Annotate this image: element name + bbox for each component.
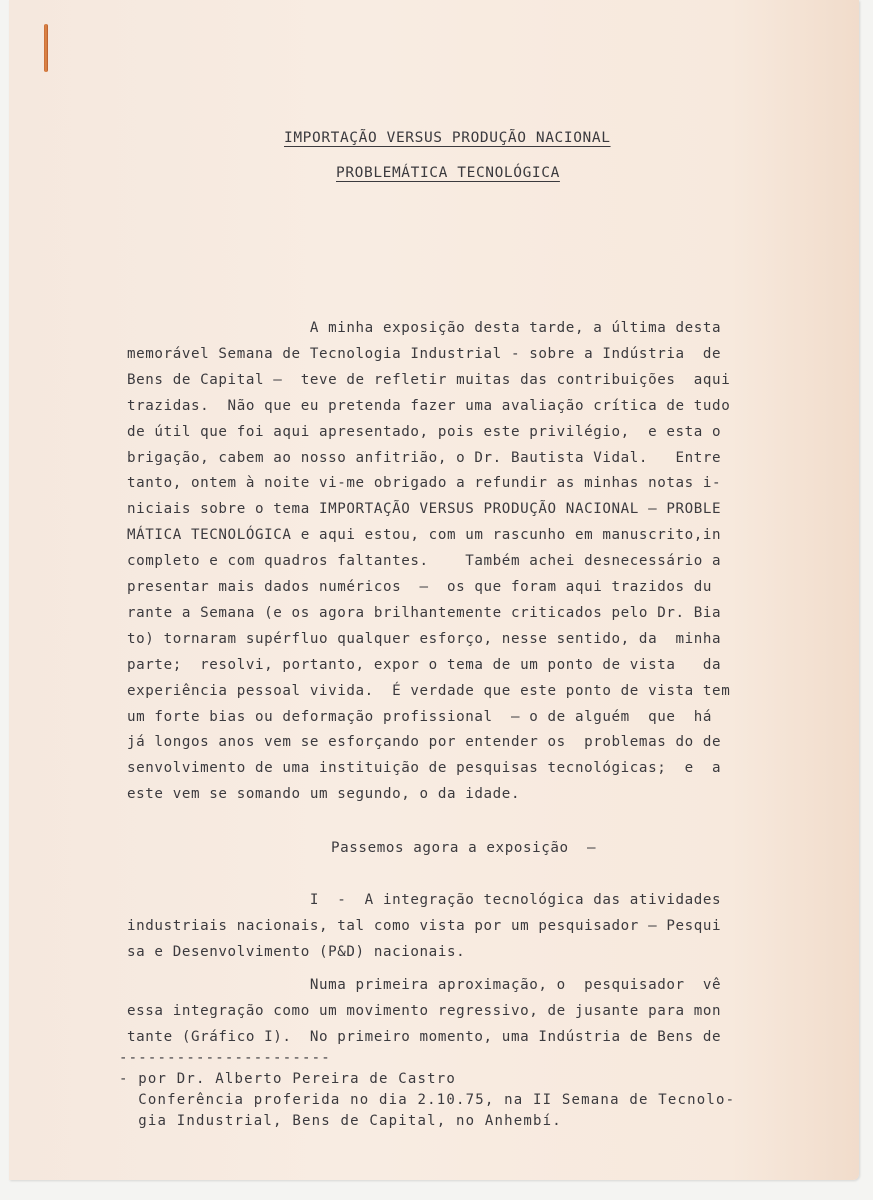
text-line: tante (Gráfico I). No primeiro momento, uma Indústria de Bens de xyxy=(127,1028,722,1045)
text-line: um forte bias ou deformação profissional — o de alguém que há xyxy=(127,708,713,725)
text-line: de útil que foi aqui apresentado, pois este privilégio, e esta o xyxy=(127,423,722,440)
text-line: industriais nacionais, tal como vista por um pesquisador — Pesqui xyxy=(127,917,722,934)
text-line: experiência pessoal vivida. É verdade que este ponto de vista tem xyxy=(127,682,731,699)
text-line: senvolvimento de uma instituição de pesquisas tecnológicas; e a xyxy=(127,760,722,777)
footnote-author: - por Dr. Alberto Pereira de Castro xyxy=(119,1071,457,1087)
text-line: completo e com quadros faltantes. Também achei desnecessário a xyxy=(127,553,722,570)
text-line: MÁTICA TECNOLÓGICA e aqui estou, com um rascunho em manuscrito,in xyxy=(127,527,722,544)
document-subtitle: PROBLEMÁTICA TECNOLÓGICA xyxy=(336,165,560,181)
document-title: IMPORTAÇÃO VERSUS PRODUÇÃO NACIONAL xyxy=(284,130,611,146)
footnote-separator: ---------------------- xyxy=(119,1050,331,1066)
footnote-venue: gia Industrial, Bens de Capital, no Anhembí. xyxy=(119,1113,562,1129)
text-line: brigação, cabem ao nosso anfitrião, o Dr. Bautista Vidal. Entre xyxy=(127,449,722,466)
text-line: trazidas. Não que eu pretenda fazer uma avaliação crítica de tudo xyxy=(127,397,731,414)
text-line: sa e Desenvolvimento (P&D) nacionais. xyxy=(127,943,466,960)
text-line: to) tornaram supérfluo qualquer esforço, nesse sentido, da minha xyxy=(127,630,722,647)
text-line: A minha exposição desta tarde, a última desta xyxy=(127,320,722,336)
staple-mark xyxy=(44,24,48,72)
text-line: essa integração como um movimento regressivo, de jusante para mon xyxy=(127,1002,722,1019)
text-line: Bens de Capital — teve de refletir muitas das contribuições aqui xyxy=(127,371,731,388)
footnote-conference: Conferência proferida no dia 2.10.75, na II Semana de Tecnolo- xyxy=(119,1092,736,1108)
text-line: rante a Semana (e os agora brilhantemente criticados pelo Dr. Bia xyxy=(127,604,722,621)
transition-line: Passemos agora a exposição — xyxy=(331,840,597,856)
text-line: niciais sobre o tema IMPORTAÇÃO VERSUS PRODUÇÃO NACIONAL — PROBLE xyxy=(127,501,722,518)
text-line: tanto, ontem à noite vi-me obrigado a refundir as minhas notas i- xyxy=(127,475,722,492)
text-line: memorável Semana de Tecnologia Industrial - sobre a Indústria de xyxy=(127,345,722,362)
text-line: Numa primeira aproximação, o pesquisador vê xyxy=(127,977,722,993)
text-line: parte; resolvi, portanto, expor o tema de um ponto de vista da xyxy=(127,656,722,673)
text-line: presentar mais dados numéricos — os que foram aqui trazidos du xyxy=(127,579,713,595)
text-line: I - A integração tecnológica das atividades xyxy=(127,892,722,908)
text-line: este vem se somando um segundo, o da idade. xyxy=(127,786,521,803)
text-line: já longos anos vem se esforçando por entender os problemas do de xyxy=(127,734,722,751)
